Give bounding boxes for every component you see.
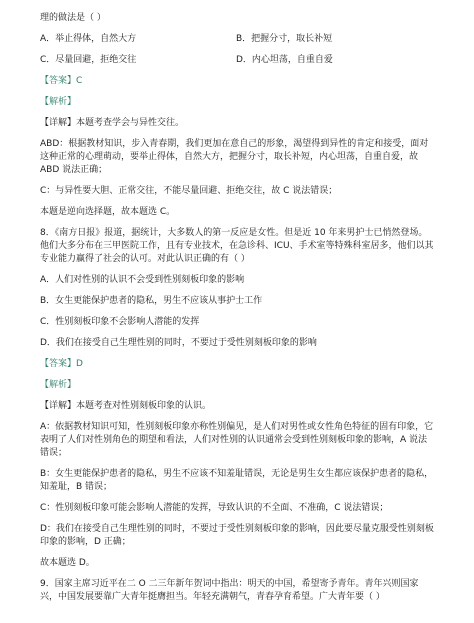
q8-body-5: 故本题选 D。 [40, 558, 95, 568]
q8-body-2: B：女生更能保护患者的隐私，男生不应该不知羞耻错误，无论是男生女生都应该保护患者的隐私，知羞耻，B 错误； [40, 469, 434, 492]
q8-detail: 【详解】本题考查对性别刻板印象的认识。 [40, 401, 212, 411]
q7-option-b: B．把握分寸，取长补短 [236, 34, 333, 44]
q8-option-d: D．我们在接受自己生理性别的同时，不要过于受性别刻板印象的影响 [40, 338, 317, 348]
q7-answer: 【答案】C [40, 76, 83, 86]
q7-body-3: 本题是逆向选择题，故本题选 C。 [40, 207, 176, 217]
q8-body-3: C：性别刻板印象可能会影响人潜能的发挥，导致认识的不全面、不准确，C 说法错误； [40, 503, 389, 513]
q7-stem-tail: 理的做法是（ ） [40, 13, 106, 23]
q9-stem: 9．国家主席习近平在二 O 二三年新年贺词中指出：明天的中国，希望寄予青年。青年兴则国家兴，中国发展要靠广大青年挺膺担当。年轻充满朝气，青春孕育希望。广大青年要（ ） [40, 579, 419, 602]
q7-options-row-2 [40, 54, 434, 67]
q8-option-b: B．女生更能保护患者的隐私，男生不应该从事护士工作 [40, 296, 263, 306]
q7-options-row-1 [40, 33, 434, 46]
q7-option-c: C．尽量回避，拒绝交往 [40, 55, 137, 65]
q7-detail: 【详解】本题考查学会与异性交往。 [40, 118, 185, 128]
q8-option-c: C．性别刻板印象不会影响人潜能的发挥 [40, 317, 200, 327]
q7-analysis-tag: 【解析】 [40, 97, 77, 107]
q7-option-d: D．内心坦荡，自重自爱 [236, 55, 333, 65]
q7-body-1: ABD：根据教材知识，步入青春期，我们更加在意自己的形象，渴望得到异性的肯定和接受，面对这种正常的心理萌动，要举止得体，自然大方，把握分寸，取长补短，内心坦荡，自重自爱，故 ABD 说法正确； [40, 139, 429, 175]
q8-answer: 【答案】D [40, 359, 83, 369]
q8-body-1: A：依据教材知识可知，性别刻板印象亦称性别偏见，是人们对男性或女性角色特征的固有印象，它表明了人们对性别角色的期望和看法，人们对性别的认识通常会受到性别刻板印象的影响，A 说法错误； [40, 422, 434, 458]
q7-option-a: A．举止得体，自然大方 [40, 34, 137, 44]
q8-analysis-tag: 【解析】 [40, 380, 77, 390]
q8-body-4: D：我们在接受自己生理性别的同时，不要过于受性别刻板印象的影响，因此要尽量克服受性别刻板印象的影响，D 正确； [40, 524, 434, 547]
q7-body-2: C：与异性要大胆、正常交往，不能尽量回避、拒绝交往，故 C 说法错误； [40, 186, 338, 196]
q8-stem: 8．《南方日报》报道，据统计，大多数人的第一反应是女性。但是近 10 年来男护士已悄然登场。他们大多分布在三甲医院工作，且有专业技术，在急诊科、ICU、手术室等特殊科室居多，他们以其专业能力赢得了社会的认可。对此认识正确的有（ ） [40, 228, 434, 264]
q8-option-a: A．人们对性别的认识不会受到性别刻板印象的影响 [40, 275, 245, 285]
